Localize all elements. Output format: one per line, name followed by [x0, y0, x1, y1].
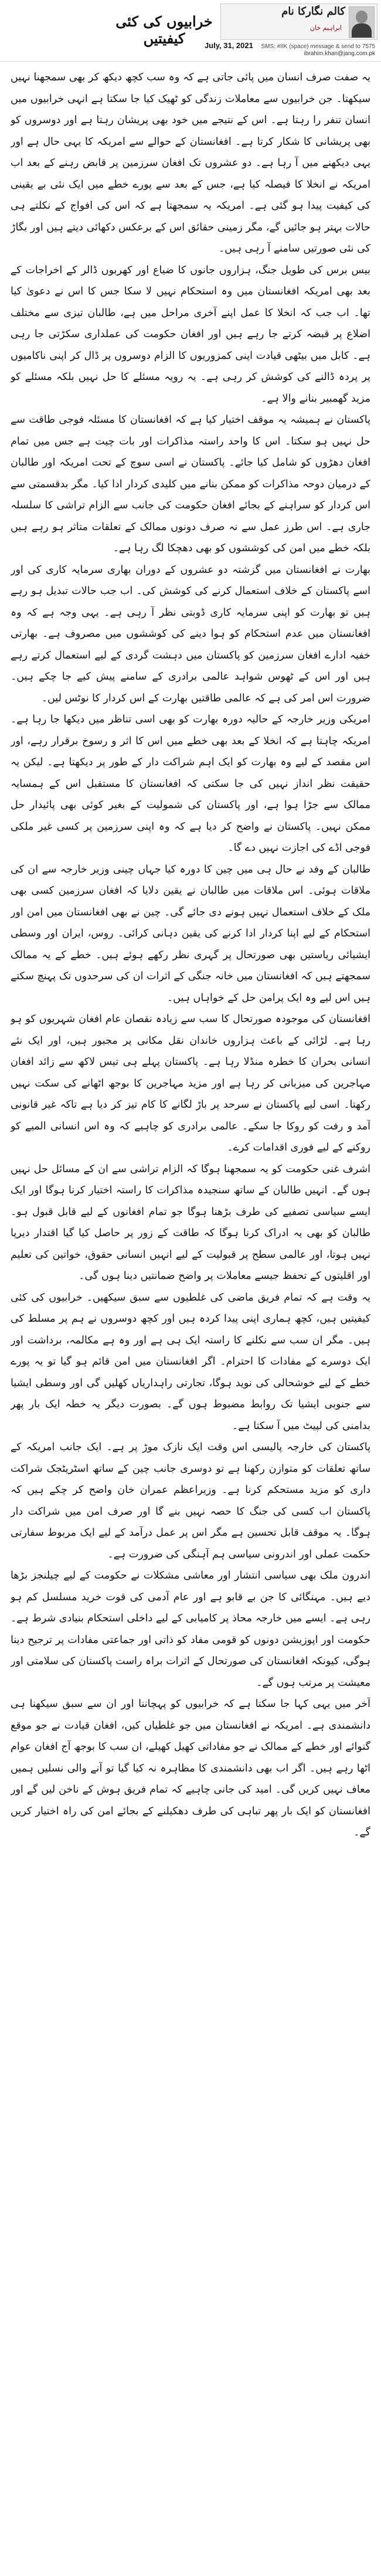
article-body — [11, 67, 370, 2571]
date-row — [205, 41, 375, 50]
column-title: خرابیوں کی کئی کیفیتیں — [115, 13, 213, 47]
article-paragraph: اشرف غنی حکومت کو یہ سمجھنا ہوگا کہ الزام تراشی سے ان کے مسائل حل نہیں ہوں گے۔ انہیں طالبان کے ساتھ سنجیدہ مذاکرات کا راستہ اختیار کرنا ہوگا اور ایک ایسے سیاسی تصفیے کی طرف بڑھنا ہوگا جو تمام افغانوں کے لیے قابل قبول ہو۔ طالبان کو بھی یہ ادراک کرنا ہوگا کہ طاقت کے زور پر حاصل کیا گیا اقتدار دیرپا نہیں ہوتا، اور عالمی سطح پر قبولیت کے لیے انہیں انسانی حقوق، خواتین کی تعلیم اور اقلیتوں کے تحفظ جیسے معاملات پر واضح ضمانتیں دینا ہوں گی۔ — [11, 1163, 370, 1282]
sms-info: SMS: #IIK (space) message & send to 7575 — [261, 43, 375, 50]
article-paragraph: یہ وقت ہے کہ تمام فریق ماضی کی غلطیوں سے سبق سیکھیں۔ خرابیوں کی کئی کیفیتیں ہیں، کچھ ہماری اپنی پیدا کردہ ہیں اور کچھ دوسروں نے ہم پر مسلط کی ہیں۔ مگر ان سب سے نکلنے کا راستہ ایک ہی ہے اور وہ ہے مکالمہ، برداشت اور ایک دوسرے کے مفادات کا احترام۔ اگر افغانستان میں امن قائم ہو گیا تو یہ پورے خطے کے لیے خوشحالی کی نوید ہوگا، تجارتی راہداریاں کھلیں گی اور وسطی ایشیا سے جنوبی ایشیا تک روابط مضبوط ہوں گے۔ بصورت دیگر یہ خطہ ایک بار پھر بدامنی کی لپیٹ میں آ سکتا ہے۔ — [11, 1291, 370, 1432]
author-name: ابراہیم خان — [309, 24, 342, 32]
article-paragraph: یہ صفت صرف انسان میں پائی جاتی ہے کہ وہ سب کچھ دیکھ کر بھی سمجھنا نہیں سیکھتا۔ جن خرابیوں سے معاملات زندگی کو ٹھیک کیا جا سکتا ہے انہی خرابیوں میں انسان تنفر را رہتا ہے۔ اس کے نتیجے میں خود بھی پریشان رہتا ہے اور دوسروں کو بھی پریشانی کا شکار کرتا ہے۔ افغانستان کے حوالے سے امریکہ کا یہی حال ہے اور یہی دیکھنے میں آ رہا ہے۔ دو عشروں تک افغان سرزمین پر قابض رہنے کے بعد اب امریکہ نے انخلا کا فیصلہ کیا ہے، جس کے بعد سے پورے خطے میں ایک نئی بے یقینی کی کیفیت پیدا ہو گئی ہے۔ امریکہ یہ سمجھتا ہے کہ اس کی افواج کے نکلتے ہی حالات بہتر ہو جائیں گے، مگر زمینی حقائق اس کے برعکس دکھائی دیتے ہیں اور بگاڑ کی نئی صورتیں سامنے آ رہی ہیں۔ — [11, 72, 370, 254]
article-paragraph: بھارت نے افغانستان میں گزشتہ دو عشروں کے دوران بھاری سرمایہ کاری کی اور اسے پاکستان کے خلاف استعمال کرنے کی کوشش کی۔ اب جب حالات تبدیل ہو رہے ہیں تو بھارت کو اپنی سرمایہ کاری ڈوبتی نظر آ رہی ہے۔ یہی وجہ ہے کہ وہ افغانستان میں عدم استحکام کو ہوا دینے کی کوششوں میں مصروف ہے۔ بھارتی خفیہ ادارے افغان سرزمین کو پاکستان میں دہشت گردی کے لیے استعمال کرتے رہے ہیں اور اس کے ٹھوس شواہد عالمی برادری کے سامنے پیش کیے جا چکے ہیں۔ ضرورت اس امر کی ہے کہ عالمی طاقتیں بھارت کے اس کردار کا نوٹس لیں۔ — [11, 564, 370, 704]
author-box — [220, 4, 377, 40]
article-paragraph: بیس برس کی طویل جنگ، ہزاروں جانوں کا ضیاع اور کھربوں ڈالر کے اخراجات کے بعد بھی امریکہ افغانستان میں وہ استحکام نہیں لا سکا جس کا اس نے دعویٰ کیا تھا۔ اب جب کہ انخلا کا عمل اپنے آخری مراحل میں ہے، طالبان تیزی سے مختلف اضلاع پر قبضہ کرتے جا رہے ہیں اور افغان حکومت کی عملداری سکڑتی جا رہی ہے۔ کابل میں بیٹھی قیادت اپنی کمزوریوں کا الزام دوسروں پر ڈال کر اپنی ناکامیوں پر پردہ ڈالنے کی کوشش کر رہی ہے۔ یہ رویہ مسئلے کا حل نہیں بلکہ مسئلے کو مزید گھمبیر بنانے والا ہے۔ — [11, 264, 370, 405]
article-paragraph: افغانستان کی موجودہ صورتحال کا سب سے زیادہ نقصان عام افغان شہریوں کو ہو رہا ہے۔ لڑائی کے باعث ہزاروں خاندان نقل مکانی پر مجبور ہیں، اور ایک نئے انسانی بحران کا خطرہ منڈلا رہا ہے۔ پاکستان پہلے ہی تیس لاکھ سے زائد افغان مہاجرین کی میزبانی کر رہا ہے اور مزید مہاجرین کا بوجھ اٹھانے کی سکت نہیں رکھتا۔ اسی لیے پاکستان نے سرحد پر باڑ لگانے کا کام تیز کر دیا ہے تاکہ غیر قانونی آمد و رفت کو روکا جا سکے۔ عالمی برادری کو چاہیے کہ وہ اس انسانی المیے کو روکنے کے لیے فوری اقدامات کرے۔ — [11, 1013, 370, 1153]
column-header — [0, 0, 381, 62]
publish-date: July, 31, 2021 — [204, 41, 253, 50]
article-paragraph: اندرون ملک بھی سیاسی انتشار اور معاشی مشکلات نے حکومت کے لیے چیلنجز بڑھا دیے ہیں۔ مہنگائی کا جن بے قابو ہے اور عام آدمی کی قوت خرید مسلسل کم ہو رہی ہے۔ ایسے میں خارجہ محاذ پر کامیابی کے لیے داخلی استحکام بنیادی شرط ہے۔ حکومت اور اپوزیشن دونوں کو قومی مفاد کو ذاتی اور جماعتی مفادات پر ترجیح دینا ہوگی، کیونکہ افغانستان کی صورتحال کے اثرات براہ راست پاکستان کی سلامتی اور معیشت پر مرتب ہوں گے۔ — [11, 1570, 370, 1689]
author-email[interactable]: ibrahim.khan@jang.com.pk — [304, 50, 375, 57]
article-paragraph: پاکستان نے ہمیشہ یہ موقف اختیار کیا ہے کہ افغانستان کا مسئلہ فوجی طاقت سے حل نہیں ہو سکتا۔ اس کا واحد راستہ مذاکرات اور بات چیت ہے جس میں تمام افغان دھڑوں کو شامل کیا جائے۔ پاکستان نے اسی سوچ کے تحت امریکہ اور طالبان کے درمیان دوحہ مذاکرات کو ممکن بنانے میں کلیدی کردار ادا کیا۔ مگر بدقسمتی سے اس کردار کو سراہنے کے بجائے افغان حکومت کی جانب سے الزام تراشی کا سلسلہ جاری ہے۔ اس طرز عمل سے نہ صرف دونوں ممالک کے تعلقات متاثر ہو رہے ہیں بلکہ خطے میں امن کی کوششوں کو بھی دھچکا لگ رہا ہے۔ — [11, 414, 370, 554]
article-paragraph: پاکستان کی خارجہ پالیسی اس وقت ایک نازک موڑ پر ہے۔ ایک جانب امریکہ کے ساتھ تعلقات کو متوازن رکھنا ہے تو دوسری جانب چین کے ساتھ اسٹریٹجک شراکت داری کو مزید مستحکم کرنا ہے۔ وزیراعظم عمران خان واضح کر چکے ہیں کہ پاکستان اب کسی کی جنگ کا حصہ نہیں بنے گا اور صرف امن میں شراکت دار ہوگا۔ یہ موقف قابل تحسین ہے مگر اس پر عمل درآمد کے لیے ایک مربوط سفارتی حکمت عملی اور اندرونی سیاسی ہم آہنگی کی ضرورت ہے۔ — [11, 1441, 370, 1560]
author-photo — [349, 6, 375, 38]
article-paragraph: امریکی وزیر خارجہ کے حالیہ دورہ بھارت کو بھی اسی تناظر میں دیکھا جا رہا ہے۔ امریکہ چاہتا ہے کہ انخلا کے بعد بھی خطے میں اس کا اثر و رسوخ برقرار رہے، اور اس مقصد کے لیے وہ بھارت کو ایک اہم شراکت دار کے طور پر دیکھتا ہے۔ لیکن یہ حقیقت نظر انداز نہیں کی جا سکتی کہ افغانستان کا مستقبل اس کے ہمسایہ ممالک سے جڑا ہوا ہے، اور پاکستان کی شمولیت کے بغیر کوئی بھی پائیدار حل ممکن نہیں۔ پاکستان نے واضح کر دیا ہے کہ وہ اپنی سرزمین پر کسی غیر ملکی فوجی اڈے کی اجازت نہیں دے گا۔ — [11, 714, 370, 854]
column-name: کالم نگارکا نام — [281, 5, 345, 18]
article-paragraph: آخر میں یہی کہا جا سکتا ہے کہ خرابیوں کو پہچاننا اور ان سے سبق سیکھنا ہی دانشمندی ہے۔ امریکہ نے افغانستان میں جو غلطیاں کیں، افغان قیادت نے جو موقع گنوائے اور خطے کے ممالک نے جو مفاداتی کھیل کھیلے، ان سب کا بوجھ آج افغان عوام اٹھا رہے ہیں۔ اگر اب بھی دانشمندی کا مظاہرہ نہ کیا گیا تو آنے والی نسلیں ہمیں معاف نہیں کریں گی۔ امید کی جانی چاہیے کہ تمام فریق ہوش کے ناخن لیں گے اور افغانستان کو ایک بار پھر تباہی کی طرف دھکیلنے کے بجائے امن کی راہ اختیار کریں گے۔ — [11, 1698, 370, 1838]
article-paragraph: طالبان کے وفد نے حال ہی میں چین کا دورہ کیا جہاں چینی وزیر خارجہ سے ان کی ملاقات ہوئی۔ اس ملاقات میں طالبان نے یقین دلایا کہ افغان سرزمین کسی بھی ملک کے خلاف استعمال نہیں ہونے دی جائے گی۔ چین نے بھی افغانستان میں امن اور استحکام کے لیے اپنا کردار ادا کرنے کی یقین دہانی کرائی۔ روس، ایران اور وسطی ایشیائی ریاستیں بھی صورتحال پر گہری نظر رکھے ہوئے ہیں۔ خطے کے یہ ممالک سمجھتے ہیں کہ افغانستان میں خانہ جنگی کے اثرات ان کی سرحدوں تک پہنچ سکتے ہیں اس لیے وہ ایک پرامن حل کے خواہاں ہیں۔ — [11, 863, 370, 1004]
